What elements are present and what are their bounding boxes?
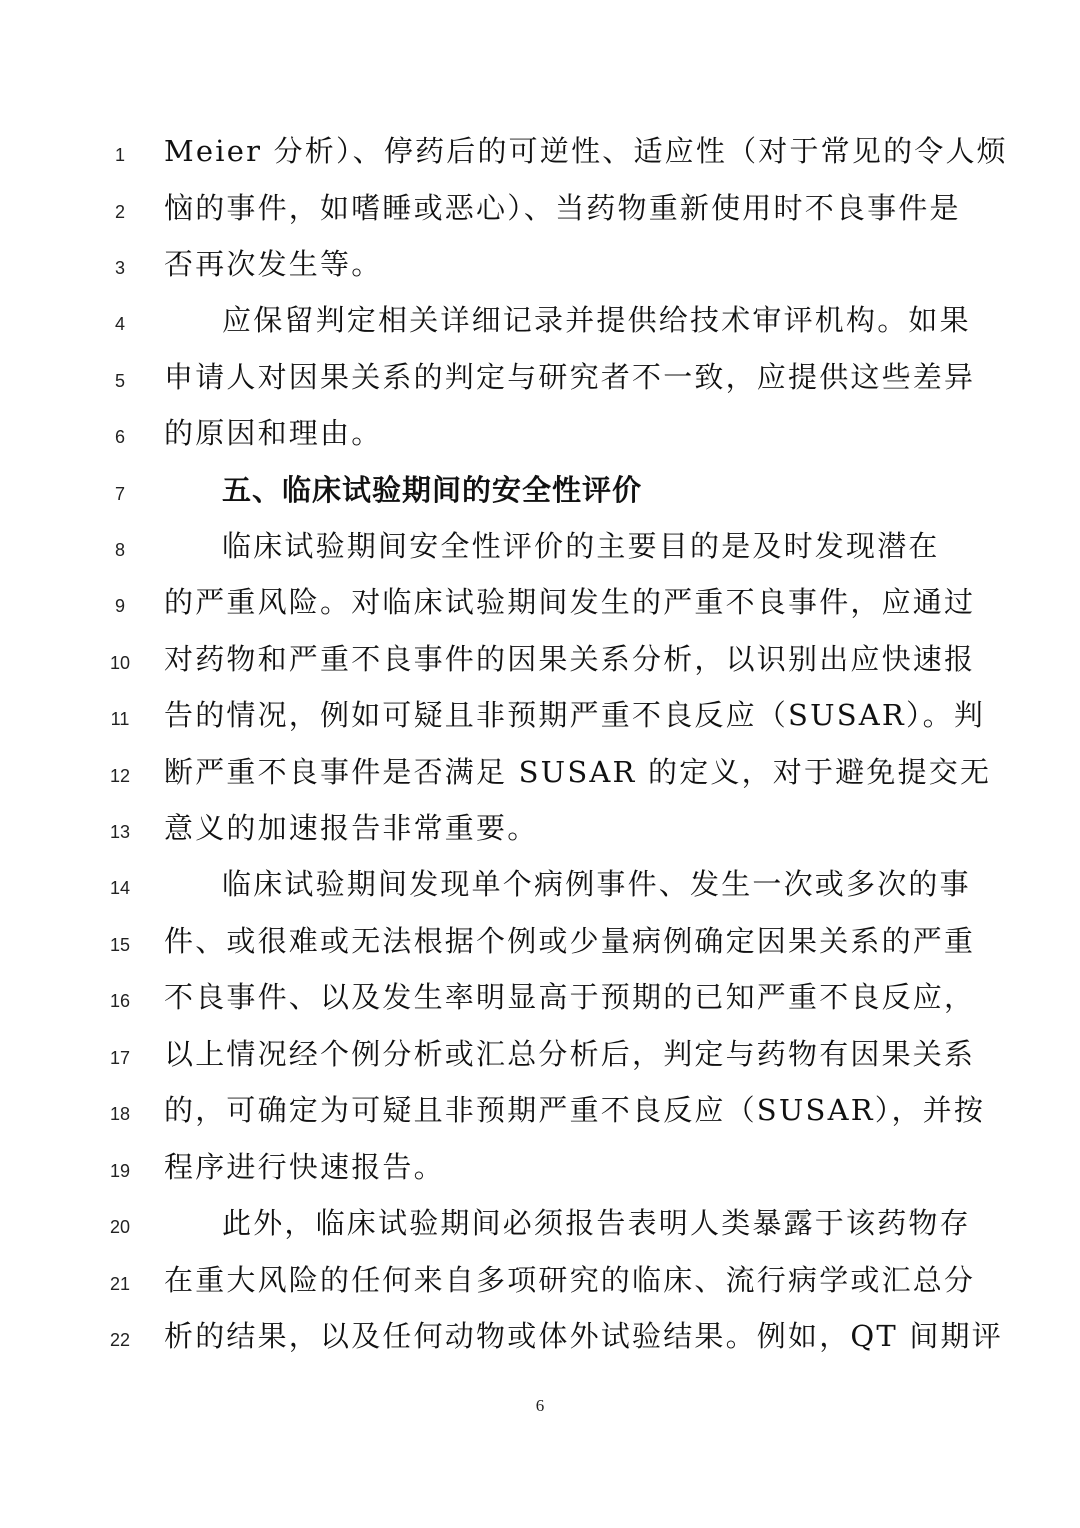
line-text: 的原因和理由。 <box>164 416 383 450</box>
line-text: 应保留判定相关详细记录并提供给技术审评机构。如果 <box>222 303 971 337</box>
line-text: 以上情况经个例分析或汇总分析后，判定与药物有因果关系 <box>164 1037 976 1071</box>
line-number: 1 <box>114 145 125 165</box>
line-number: 21 <box>109 1274 131 1294</box>
line-text: 申请人对因果关系的判定与研究者不一致，应提供这些差异 <box>164 360 976 394</box>
line-text: 告的情况，例如可疑且非预期严重不良反应（SUSAR）。判 <box>164 698 986 732</box>
line-number: 6 <box>114 427 125 447</box>
line-text: 对药物和严重不良事件的因果关系分析，以识别出应快速报 <box>164 642 976 676</box>
line-number: 2 <box>114 202 125 222</box>
line-number: 11 <box>110 709 130 729</box>
text-line <box>0 639 1080 695</box>
line-text: 临床试验期间发现单个病例事件、发生一次或多次的事 <box>222 867 971 901</box>
line-number: 19 <box>109 1161 131 1181</box>
line-number: 17 <box>109 1048 131 1068</box>
text-line <box>0 977 1080 1033</box>
page-number: 6 <box>535 1396 545 1415</box>
text-line <box>0 1203 1080 1259</box>
line-number: 5 <box>114 371 125 391</box>
text-line <box>0 695 1080 751</box>
line-number: 18 <box>109 1104 131 1124</box>
text-line <box>0 1147 1080 1203</box>
line-number: 15 <box>109 935 131 955</box>
line-text: 件、或很难或无法根据个例或少量病例确定因果关系的严重 <box>164 924 976 958</box>
text-line <box>0 1090 1080 1146</box>
line-text: 的，可确定为可疑且非预期严重不良反应（SUSAR），并按 <box>164 1093 986 1127</box>
text-line <box>0 864 1080 920</box>
text-line <box>0 1260 1080 1316</box>
line-text: 不良事件、以及发生率明显高于预期的已知严重不良反应， <box>164 980 976 1014</box>
line-number: 4 <box>114 314 125 334</box>
text-line <box>0 526 1080 582</box>
line-number: 9 <box>114 596 125 616</box>
text-line <box>0 582 1080 638</box>
line-text: 临床试验期间安全性评价的主要目的是及时发现潜在 <box>222 529 940 563</box>
line-text: 否再次发生等。 <box>164 247 383 281</box>
line-text: Meier 分析）、停药后的可逆性、适应性（对于常见的令人烦 <box>164 134 1008 168</box>
text-line <box>0 357 1080 413</box>
section-heading-line <box>0 470 1080 526</box>
line-text: 程序进行快速报告。 <box>164 1150 445 1184</box>
line-number: 12 <box>109 766 131 786</box>
text-line <box>0 921 1080 977</box>
text-line <box>0 244 1080 300</box>
line-text: 恼的事件，如嗜睡或恶心）、当药物重新使用时不良事件是 <box>164 191 961 225</box>
line-number: 10 <box>109 653 131 673</box>
text-line <box>0 131 1080 187</box>
line-text: 的严重风险。对临床试验期间发生的严重不良事件，应通过 <box>164 585 976 619</box>
line-text: 在重大风险的任何来自多项研究的临床、流行病学或汇总分 <box>164 1263 976 1297</box>
text-line <box>0 1316 1080 1372</box>
line-text: 此外，临床试验期间必须报告表明人类暴露于该药物存 <box>222 1206 971 1240</box>
text-line <box>0 752 1080 808</box>
line-number: 20 <box>109 1217 131 1237</box>
line-text: 意义的加速报告非常重要。 <box>164 811 539 845</box>
text-line <box>0 188 1080 244</box>
line-number: 14 <box>109 878 131 898</box>
line-text: 析的结果，以及任何动物或体外试验结果。例如，QT 间期评 <box>164 1319 1003 1353</box>
line-number: 8 <box>114 540 125 560</box>
line-number: 16 <box>109 991 131 1011</box>
line-number: 3 <box>114 258 125 278</box>
text-line <box>0 808 1080 864</box>
text-line <box>0 413 1080 469</box>
text-line <box>0 1034 1080 1090</box>
line-number: 13 <box>109 822 131 842</box>
text-line <box>0 300 1080 356</box>
line-text: 断严重不良事件是否满足 SUSAR 的定义，对于避免提交无 <box>164 755 992 789</box>
line-number: 7 <box>114 484 125 504</box>
section-heading: 五、临床试验期间的安全性评价 <box>222 473 643 507</box>
line-number: 22 <box>109 1330 131 1350</box>
